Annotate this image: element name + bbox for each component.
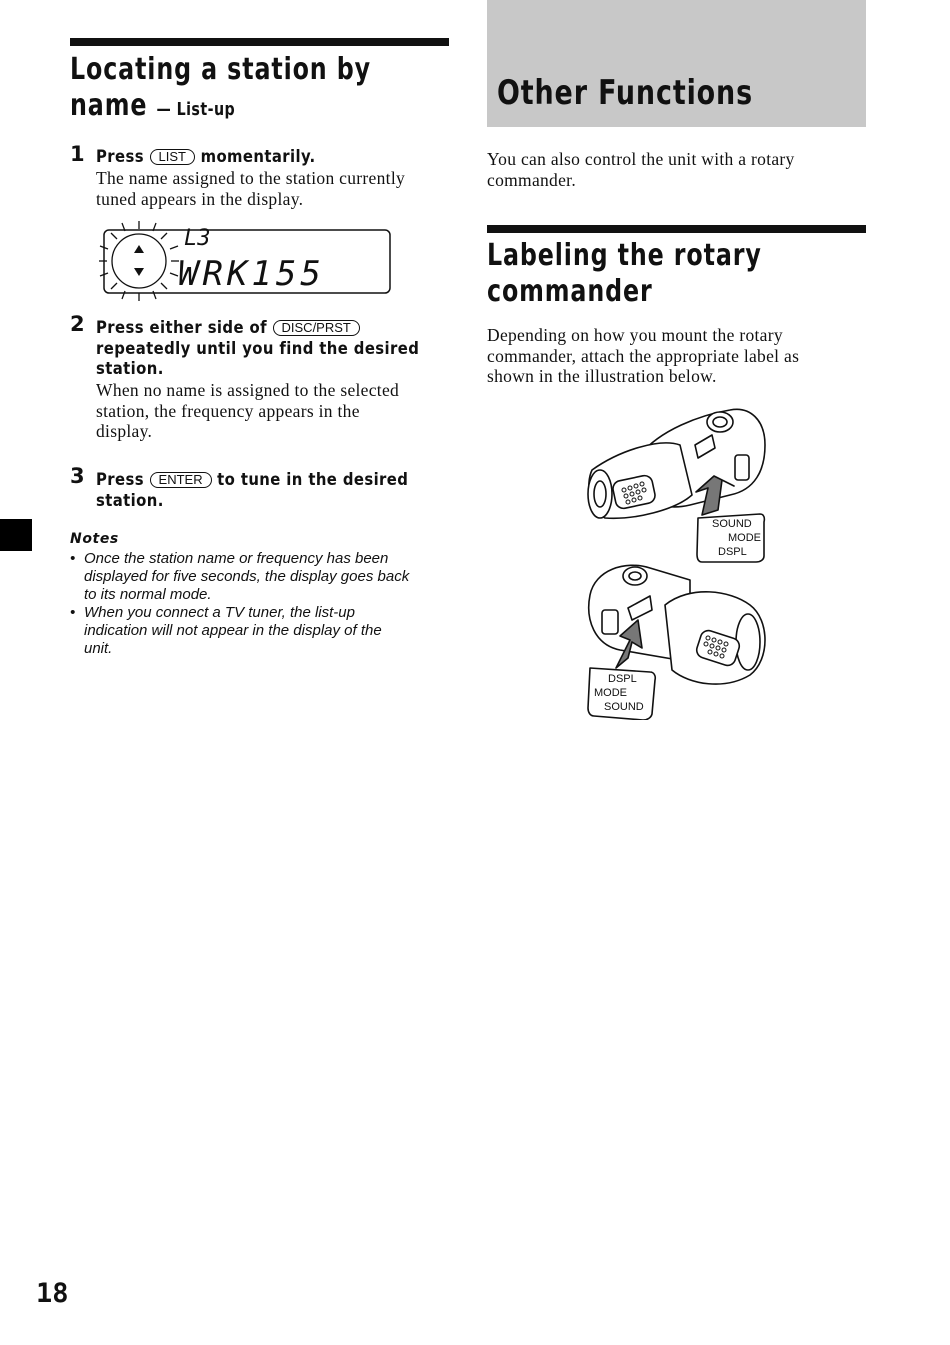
section-heading-labeling (487, 238, 762, 310)
intro-text (487, 149, 795, 190)
heading-line-1: Locating a station by (70, 52, 371, 87)
step-2-title-text: Press either side of (96, 318, 267, 337)
step-2-title (96, 318, 419, 380)
step-2-number: 2 (70, 312, 85, 336)
step-2-body (96, 380, 399, 442)
note-line: unit. (84, 640, 113, 657)
list-key: LIST (150, 149, 195, 165)
step-2-title-line: repeatedly until you find the desired (96, 338, 420, 358)
display-illustration (94, 218, 394, 302)
heading-subtitle: — List-up (156, 99, 236, 120)
label-text-dspl: DSPL (718, 546, 747, 558)
label-text-mode: MODE (728, 532, 761, 544)
label-text-sound: SOUND (712, 518, 752, 530)
step-2-title-line: station. (96, 359, 164, 378)
display-line-1: L3 (184, 226, 211, 251)
rotary-commander-bottom-icon (589, 565, 765, 684)
heading-line-1: Labeling the rotary (487, 238, 762, 273)
notes-list (70, 550, 450, 658)
note-line: to its normal mode. (84, 586, 212, 603)
disc-prst-key: DISC/PRST (273, 320, 360, 336)
label-bottom-text (594, 672, 644, 714)
page-number: 18 (36, 1278, 69, 1309)
body-line: Depending on how you mount the rotary (487, 325, 783, 345)
step-1-body (96, 168, 405, 209)
label-text-dspl: DSPL (608, 673, 637, 685)
section-title: Other Functions (497, 73, 753, 113)
rotary-commander-top-icon (588, 409, 765, 518)
body-line: tuned appears in the display. (96, 188, 304, 209)
step-3-title (96, 470, 408, 511)
step-3-number: 3 (70, 464, 85, 488)
heading-line-2: commander (487, 274, 653, 309)
heading-line-2: name (70, 88, 148, 123)
note-line: • Once the station name or frequency has been (84, 550, 389, 567)
step-3-title-text-after: to tune in the desired (217, 470, 409, 489)
body-line: You can also control the unit with a rotary (487, 149, 795, 169)
section-heading-list-up (70, 52, 371, 128)
blinking-indicator-icon (99, 221, 179, 301)
note-item (70, 604, 450, 658)
heading-rule-left (70, 38, 449, 46)
step-1-title-text-after: momentarily. (200, 147, 316, 166)
body-line: commander, attach the appropriate label as (487, 345, 800, 366)
note-line: indication will not appear in the display of the (84, 622, 382, 639)
display-line-2: WRK155 (178, 254, 325, 294)
rotary-commander-illustration (580, 400, 780, 720)
body-line: When no name is assigned to the selected (96, 380, 400, 400)
label-text-mode: MODE (594, 687, 627, 699)
body-line: station, the frequency appears in the (96, 400, 360, 421)
body-line: The name assigned to the station currently (96, 168, 406, 188)
note-line: • When you connect a TV tuner, the list-up (84, 604, 355, 621)
step-1-title (96, 147, 316, 168)
note-item (70, 550, 450, 604)
body-line: shown in the illustration below. (487, 366, 717, 386)
body-line: display. (96, 421, 153, 441)
step-1-number: 1 (70, 142, 85, 166)
chapter-tab-marker (0, 519, 32, 551)
step-3-title-text: Press (96, 470, 144, 489)
label-text-sound: SOUND (604, 701, 644, 713)
label-top-text (712, 517, 761, 559)
enter-key: ENTER (150, 472, 212, 488)
step-1-title-text: Press (96, 147, 144, 166)
step-3-title-line: station. (96, 490, 164, 510)
heading-rule-right (487, 225, 866, 233)
labeling-body (487, 325, 799, 387)
body-line: commander. (487, 169, 577, 190)
note-line: displayed for five seconds, the display goes back (84, 568, 410, 585)
notes-title: Notes (70, 531, 119, 547)
